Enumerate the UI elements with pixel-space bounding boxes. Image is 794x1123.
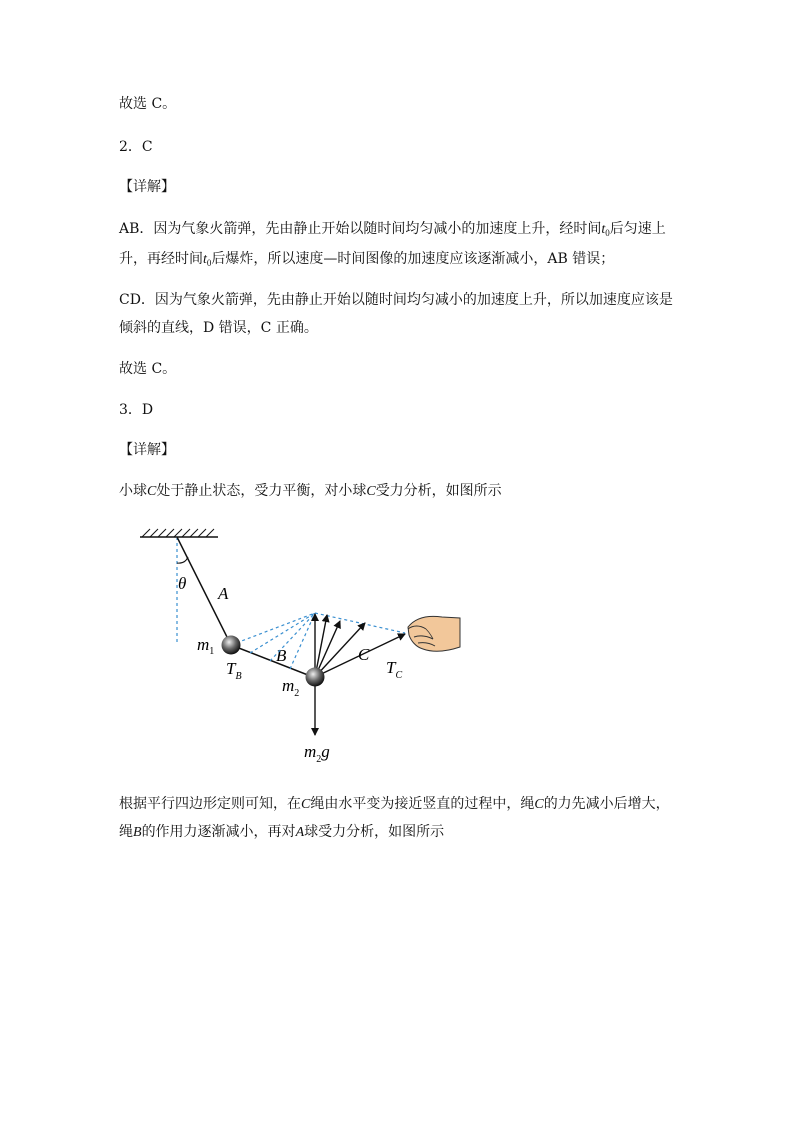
rope-b [231,645,313,677]
ball-m1 [222,636,241,655]
tb-label: $T_B$ [226,659,242,682]
weight-label: $m_2g$ [304,742,330,765]
q3-paragraph-2-line-1: 根据平行四边形定则可知，在C绳由水平变为接近竖直的过程中，绳C的力先减小后增大， [119,796,670,812]
question-2-heading: 【详解】 [119,179,175,195]
m2-label: $m_2$ [282,676,300,699]
q2-ab-line-1: AB．因为气象火箭弹，先由静止开始以随时间均匀减小的加速度上升，经时间$t_0$后匀速上 [119,221,666,238]
tc-label: $T_C$ [386,658,403,681]
answer-conclusion-1: 故选 C。 [119,96,177,112]
q3-paragraph-1: 小球C处于静止状态，受力平衡，对小球C受力分析，如图所示 [119,483,502,499]
hand-icon [408,616,460,651]
angle-arc [177,557,188,563]
force-diagram [130,525,470,775]
q2-ab-line-2: 升，再经时间$t_0$后爆炸，所以速度—时间图像的加速度应该逐渐减小，AB 错误； [119,251,615,268]
question-2-number: 2．C [119,139,153,155]
ball-m2 [306,668,325,687]
rope-c-label: C [358,645,370,664]
theta-label: θ [178,574,187,593]
m1-label: $m_1$ [197,635,215,657]
question-3-heading: 【详解】 [119,442,175,458]
rope-b-label: B [276,646,287,665]
answer-conclusion-2: 故选 C。 [119,361,177,377]
ceiling-support [140,529,218,537]
question-3-number: 3．D [119,402,154,418]
q3-paragraph-2-line-2: 绳B的作用力逐渐减小，再对A球受力分析，如图所示 [119,824,445,840]
rope-a-label: A [218,584,229,603]
q2-cd-line-1: CD．因为气象火箭弹，先由静止开始以随时间均匀减小的加速度上升，所以加速度应该是 [119,292,673,308]
q2-cd-line-2: 倾斜的直线，D 错误，C 正确。 [119,320,318,336]
